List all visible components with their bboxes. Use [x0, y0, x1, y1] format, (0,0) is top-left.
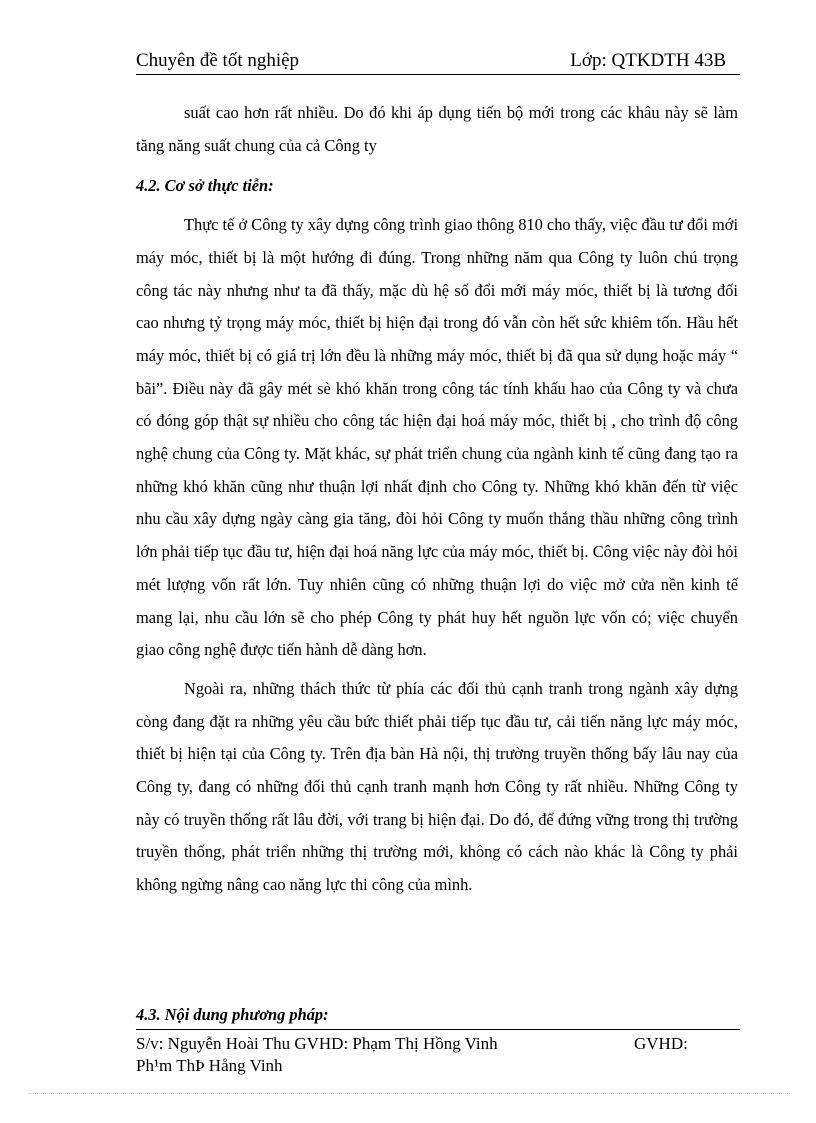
continuation-paragraph: suất cao hơn rất nhiều. Do đó khi áp dụng tiến bộ mới trong các khâu này sẽ làm tăng năng suất chung của cả Công ty [136, 103, 738, 155]
document-body [136, 97, 738, 902]
footer-divider [136, 1029, 740, 1030]
section-heading-4-2: 4.2. Cơ sở thực tiễn: [136, 176, 274, 196]
class-label: Lớp: QTKDTH 43B [570, 50, 726, 71]
document-title: Chuyên đề tốt nghiệp [136, 50, 300, 71]
page-bottom-divider [28, 1093, 790, 1094]
footer-gvhd-label: GVHD: [634, 1034, 688, 1053]
footer-student-info: S/v: Nguyễn Hoài Thu GVHD: Phạm Thị Hồng Vinh [136, 1034, 498, 1053]
paragraph-competition: Ngoài ra, những thách thức từ phía các đối thủ cạnh tranh trong ngành xây dựng còng đang đặt ra những yêu cầu bức thiết phải tiếp tục đầu tư, cải tiến năng lực máy móc, thiết bị hiện tại của Công ty. Trên địa bàn Hà nội, thị trường truyền thống bấy lâu nay của Công ty, đang có những đối thủ cạnh tranh mạnh hơn Công ty rất nhiều. Những Công ty này có truyền thống rất lâu đời, với trang bị hiện đại. Do đó, để đứng vững trong thị trường truyền thống, phát triển những thị trường mới, không có cách nào khác là Công ty phải không ngừng nâng cao năng lực thi công của mình. [136, 678, 738, 895]
footer-advisor-name: Ph¹m ThÞ Hång Vinh [136, 1056, 283, 1075]
section-heading-4-3: 4.3. Nội dung phương pháp: [136, 1005, 329, 1024]
paragraph-practical-basis: Thực tế ở Công ty xây dựng công trình giao thông 810 cho thấy, việc đầu tư đổi mới máy móc, thiết bị là một hướng đi đúng. Trong những năm qua Công ty luôn chú trọng công tác này nhưng như ta đã thấy, mặc dù hệ số đổi mới máy móc, thiết bị là tương đối cao nhưng tỷ trọng máy móc, thiết bị hiện đại trong đó vẫn còn hết sức khiêm tốn. Hầu hết máy móc, thiết bị có giá trị lớn đều là những máy móc, thiết bị đã qua sử dụng hoặc máy “ bãi”. Điều này đã gây mét sè khó khăn trong công tác tính khấu hao của Công ty và chưa có đóng góp thật sự nhiều cho công tác hiện đại hoá máy móc, thiết bị , cho trình độ công nghệ chung của Công ty. Mặt khác, sự phát triển chung của ngành kinh tế cũng đang tạo ra những khó khăn cũng như thuận lợi nhất định cho Công ty. Những khó khăn đến từ việc nhu cầu xây dựng ngày càng gia tăng, đòi hỏi Công ty muốn thắng thầu những công trình lớn phải tiếp tục đầu tư, hiện đại hoá năng lực của máy móc, thiết bị. Công việc này đòi hỏi mét lượng vốn rất lớn. Tuy nhiên cũng có những thuận lợi do việc mở cửa nền kinh tế mang lại, nhu cầu lớn sẽ cho phép Công ty phát huy hết nguồn lực vốn có; việc chuyển giao công nghệ được tiến hành dễ dàng hơn. [136, 215, 738, 660]
page-header [136, 48, 740, 75]
page-footer [136, 1033, 740, 1077]
